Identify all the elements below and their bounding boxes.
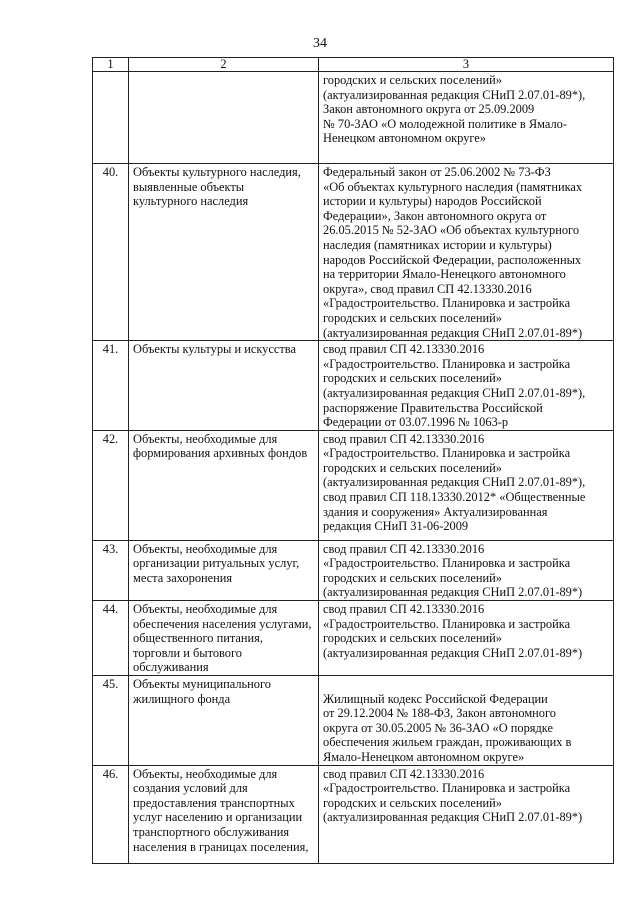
document-line: городских и сельских поселений» xyxy=(323,795,502,810)
document-line: обеспечения жильем граждан, проживающих в xyxy=(323,735,572,750)
row-number: 41. xyxy=(93,341,129,431)
document-line: 26.05.2015 № 52-ЗАО «Об объектах культурного xyxy=(323,223,580,238)
documents-cell xyxy=(319,164,614,341)
document-line: Федерации от 03.07.1996 № 1063-р xyxy=(323,415,509,430)
table-header-row xyxy=(93,58,614,72)
row-number: 40. xyxy=(93,164,129,341)
document-line: свод правил СП 42.13330.2016 xyxy=(323,431,485,446)
object-line: обеспечения населения услугами, xyxy=(133,616,312,631)
document-line: (актуализированная редакция СНиП 2.07.01-89*) xyxy=(323,325,583,340)
document-line: городских и сельских поселений» xyxy=(323,73,502,87)
object-cell xyxy=(129,765,319,863)
object-line: места захоронения xyxy=(133,570,233,585)
table-row xyxy=(93,601,614,676)
document-line: (актуализированная редакция СНиП 2.07.01-89*), xyxy=(323,87,586,102)
object-line: Объекты, необходимые для xyxy=(133,541,278,556)
object-line: жилищного фонда xyxy=(133,691,231,706)
document-line: от 29.12.2004 № 188-ФЗ, Закон автономного xyxy=(323,706,556,721)
object-line: предоставления транспортных xyxy=(133,795,295,810)
documents-cell xyxy=(319,676,614,766)
document-line: (актуализированная редакция СНиП 2.07.01-89*) xyxy=(323,585,583,600)
document-line: Ямало-Ненецком автономном округе» xyxy=(323,750,525,764)
object-line: Объекты культуры и искусства xyxy=(133,342,296,357)
object-line: Объекты культурного наследия, xyxy=(133,165,301,179)
document-line: «Градостроительство. Планировка и застройка xyxy=(323,556,571,571)
document-line: распоряжение Правительства Российской xyxy=(323,400,543,415)
documents-cell xyxy=(319,540,614,600)
document-line: народов Российской Федерации, расположенных xyxy=(323,252,582,267)
object-line: формирования архивных фондов xyxy=(133,446,308,461)
object-line: Объекты муниципального xyxy=(133,677,271,692)
document-line: округа от 30.05.2005 № 36-ЗАО «О порядке xyxy=(323,720,554,735)
object-cell xyxy=(129,601,319,676)
object-cell xyxy=(129,540,319,600)
document-line: «Об объектах культурного наследия (памятниках xyxy=(323,179,583,194)
document-line: городских и сельских поселений» xyxy=(323,631,502,646)
document-line: на территории Ямало-Ненецкого автономного xyxy=(323,267,566,282)
object-cell xyxy=(129,72,319,164)
documents-cell xyxy=(319,765,614,863)
table-row xyxy=(93,765,614,863)
documents-cell xyxy=(319,430,614,540)
document-line: «Градостроительство. Планировка и застройка xyxy=(323,616,571,631)
object-line: транспортного обслуживания xyxy=(133,824,290,839)
object-line: организации ритуальных услуг, xyxy=(133,556,300,571)
document-line: «Градостроительство. Планировка и застройка xyxy=(323,296,571,311)
table-row xyxy=(93,430,614,540)
document-line: городских и сельских поселений» xyxy=(323,460,502,475)
row-number: 46. xyxy=(93,765,129,863)
document-line: Федеральный закон от 25.06.2002 № 73-ФЗ xyxy=(323,165,551,179)
object-cell xyxy=(129,430,319,540)
object-line: обслуживания xyxy=(133,660,209,675)
document-line: Закон автономного округа от 25.09.2009 xyxy=(323,102,535,117)
document-line: Ненецком автономном округе» xyxy=(323,131,487,146)
document-line: «Градостроительство. Планировка и застройка xyxy=(323,446,571,461)
object-line: услуг населению и организации xyxy=(133,810,303,825)
table-body xyxy=(93,72,614,864)
table-row xyxy=(93,676,614,766)
document-line: городских и сельских поселений» xyxy=(323,371,502,386)
document-line: свод правил СП 42.13330.2016 xyxy=(323,602,485,617)
table-row xyxy=(93,164,614,341)
object-line: выявленные объекты xyxy=(133,179,245,194)
documents-cell xyxy=(319,601,614,676)
document-line: (актуализированная редакция СНиП 2.07.01-89*) xyxy=(323,810,583,825)
document-line: редакция СНиП 31-06-2009 xyxy=(323,519,469,534)
object-line: Объекты, необходимые для xyxy=(133,602,278,617)
row-number xyxy=(93,72,129,164)
document-line: свод правил СП 42.13330.2016 xyxy=(323,342,485,357)
table-row xyxy=(93,341,614,431)
document-line: «Градостроительство. Планировка и застройка xyxy=(323,781,571,796)
document-line: свод правил СП 118.13330.2012* «Общественные xyxy=(323,490,586,505)
regulations-table xyxy=(92,57,614,864)
table-row xyxy=(93,540,614,600)
document-line: истории и культуры) народов Российской xyxy=(323,194,542,209)
object-line: общественного питания, xyxy=(133,631,263,646)
object-line: создания условий для xyxy=(133,781,248,796)
object-cell xyxy=(129,676,319,766)
document-line: (актуализированная редакция СНиП 2.07.01-89*) xyxy=(323,645,583,660)
document-line xyxy=(323,677,609,692)
object-cell xyxy=(129,341,319,431)
document-line: здания и сооружения» Актуализированная xyxy=(323,504,548,519)
row-number: 44. xyxy=(93,601,129,676)
page-number: 34 xyxy=(313,36,327,51)
object-line: Объекты, необходимые для xyxy=(133,766,278,781)
header-col-1: 1 xyxy=(93,58,129,72)
documents-cell xyxy=(319,72,614,164)
document-line: «Градостроительство. Планировка и застройка xyxy=(323,356,571,371)
object-line: торговли и бытового xyxy=(133,645,242,660)
object-line: населения в границах поселения, xyxy=(133,839,309,854)
documents-cell xyxy=(319,341,614,431)
document-line: (актуализированная редакция СНиП 2.07.01-89*), xyxy=(323,475,586,490)
document-line: Федерации», Закон автономного округа от xyxy=(323,208,547,223)
table-row xyxy=(93,72,614,164)
document-line: округа», свод правил СП 42.13330.2016 xyxy=(323,281,532,296)
document-line: свод правил СП 42.13330.2016 xyxy=(323,541,485,556)
header-col-3: 3 xyxy=(319,58,614,72)
header-col-2: 2 xyxy=(129,58,319,72)
document-line: городских и сельских поселений» xyxy=(323,570,502,585)
document-line: № 70-ЗАО «О молодежной политике в Ямало- xyxy=(323,116,567,131)
document-line: городских и сельских поселений» xyxy=(323,310,502,325)
row-number: 42. xyxy=(93,430,129,540)
document-line: свод правил СП 42.13330.2016 xyxy=(323,766,485,781)
document-line: наследия (памятниках истории и культуры) xyxy=(323,237,552,252)
row-number: 43. xyxy=(93,540,129,600)
object-line: культурного наследия xyxy=(133,194,249,209)
document-line: (актуализированная редакция СНиП 2.07.01-89*), xyxy=(323,385,586,400)
row-number: 45. xyxy=(93,676,129,766)
document-line: Жилищный кодекс Российской Федерации xyxy=(323,691,548,706)
object-cell xyxy=(129,164,319,341)
object-line: Объекты, необходимые для xyxy=(133,431,278,446)
